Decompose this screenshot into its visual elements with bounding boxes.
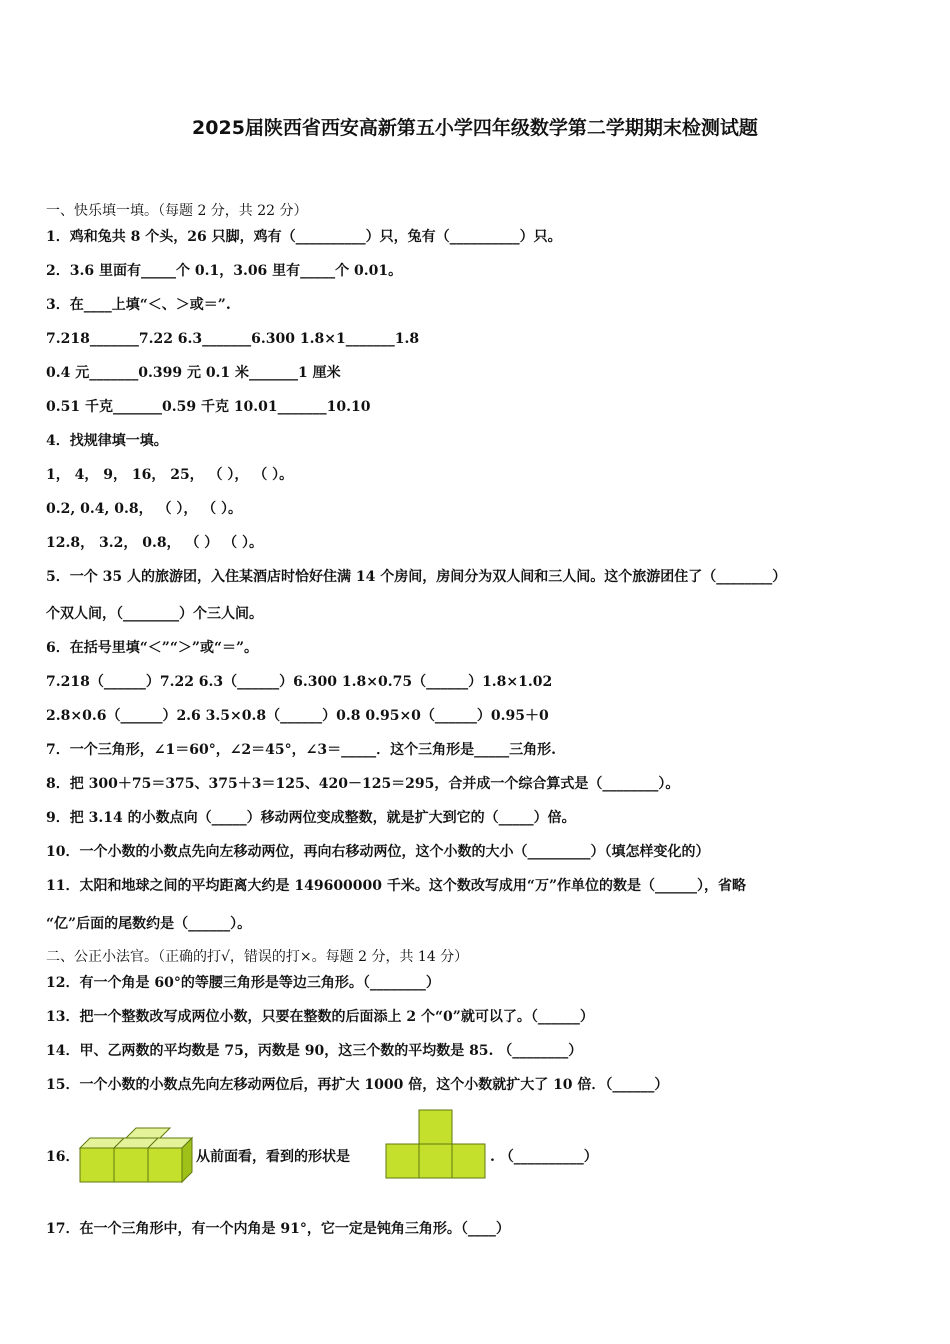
question-11: 11．太阳和地球之间的平均距离大约是 149600000 千米。这个数改写成用“万”作单位的数是（______），省略 bbox=[46, 878, 747, 894]
view-square bbox=[452, 1144, 485, 1178]
question-14: 14．甲、乙两数的平均数是 75，丙数是 90，这三个数的平均数是 85. （________） bbox=[46, 1043, 583, 1059]
question-3-row-1: 7.218_______7.22 6.3_______6.300 1.8×1_______1.8 bbox=[46, 331, 420, 347]
question-9: 9．把 3.14 的小数点向（_____）移动两位变成整数，就是扩大到它的（_____）倍。 bbox=[46, 810, 576, 826]
question-10: 10．一个小数的小数点先向左移动两位，再向右移动两位，这个小数的大小（_________）（填怎样变化的） bbox=[46, 844, 710, 860]
question-11-cont: “亿”后面的尾数约是（______）。 bbox=[46, 916, 252, 932]
question-6-row-1: 7.218（______）7.22 6.3（______）6.300 1.8×0.75（______）1.8×1.02 bbox=[46, 674, 553, 690]
question-16-number: 16． bbox=[46, 1149, 80, 1165]
question-17: 17．在一个三角形中，有一个内角是 91°，它一定是钝角三角形。（____） bbox=[46, 1221, 510, 1237]
question-13: 13．把一个整数改写成两位小数，只要在整数的后面添上 2 个“0”就可以了。（______） bbox=[46, 1009, 594, 1025]
question-2: 2．3.6 里面有_____个 0.1，3.06 里有_____个 0.01。 bbox=[46, 263, 403, 279]
view-square bbox=[419, 1144, 452, 1178]
question-12: 12．有一个角是 60°的等腰三角形是等边三角形。（________） bbox=[46, 975, 440, 991]
question-16-answer: . （__________） bbox=[490, 1149, 598, 1165]
section-2-heading: 二、公正小法官。（正确的打√，错误的打×。每题 2 分，共 14 分） bbox=[46, 949, 469, 965]
question-5: 5．一个 35 人的旅游团，入住某酒店时恰好住满 14 个房间，房间分为双人间和三人间。这个旅游团住了（________） bbox=[46, 569, 787, 585]
section-1-heading: 一、快乐填一填。（每题 2 分，共 22 分） bbox=[46, 203, 308, 219]
front-view-figure bbox=[385, 1110, 487, 1180]
view-square bbox=[386, 1144, 419, 1178]
question-15: 15．一个小数的小数点先向左移动两位后，再扩大 1000 倍，这个小数就扩大了 10 倍．（______） bbox=[46, 1077, 669, 1093]
question-16-text: 从前面看，看到的形状是 bbox=[196, 1149, 350, 1165]
question-3-row-3: 0.51 千克_______0.59 千克 10.01_______10.10 bbox=[46, 399, 371, 415]
question-4-row-1: 1， 4， 9， 16， 25， （ ）， （ ）。 bbox=[46, 467, 294, 483]
cube-top-face bbox=[126, 1128, 170, 1138]
cube-front-face bbox=[80, 1148, 114, 1182]
question-3: 3．在____上填“＜、＞或＝”. bbox=[46, 297, 231, 313]
cube-front-face bbox=[148, 1148, 182, 1182]
cube-front-face bbox=[114, 1148, 148, 1182]
question-4-row-3: 12.8， 3.2， 0.8， （ ） （ ）。 bbox=[46, 535, 264, 551]
view-square bbox=[419, 1110, 452, 1144]
cube-stack-figure bbox=[80, 1124, 195, 1184]
question-6-row-2: 2.8×0.6（______）2.6 3.5×0.8（______）0.8 0.95×0（______）0.95＋0 bbox=[46, 708, 549, 724]
question-6: 6．在括号里填“＜”“＞”或“＝”。 bbox=[46, 640, 259, 656]
page-title: 2025届陕西省西安高新第五小学四年级数学第二学期期末检测试题 bbox=[192, 117, 758, 139]
question-8: 8．把 300＋75＝375、375＋3＝125、420－125＝295，合并成一个综合算式是（________）。 bbox=[46, 776, 680, 792]
question-7: 7．一个三角形，∠1＝60°，∠2＝45°，∠3＝_____．这个三角形是_____三角形. bbox=[46, 742, 556, 758]
question-5-cont: 个双人间，（________）个三人间。 bbox=[46, 606, 263, 622]
question-4: 4．找规律填一填。 bbox=[46, 433, 168, 449]
question-1: 1．鸡和兔共 8 个头，26 只脚，鸡有（__________）只，兔有（__________）只。 bbox=[46, 229, 562, 245]
question-4-row-2: 0.2, 0.4, 0.8， （ ）， （ ）。 bbox=[46, 501, 243, 517]
question-3-row-2: 0.4 元_______0.399 元 0.1 米_______1 厘米 bbox=[46, 365, 341, 381]
